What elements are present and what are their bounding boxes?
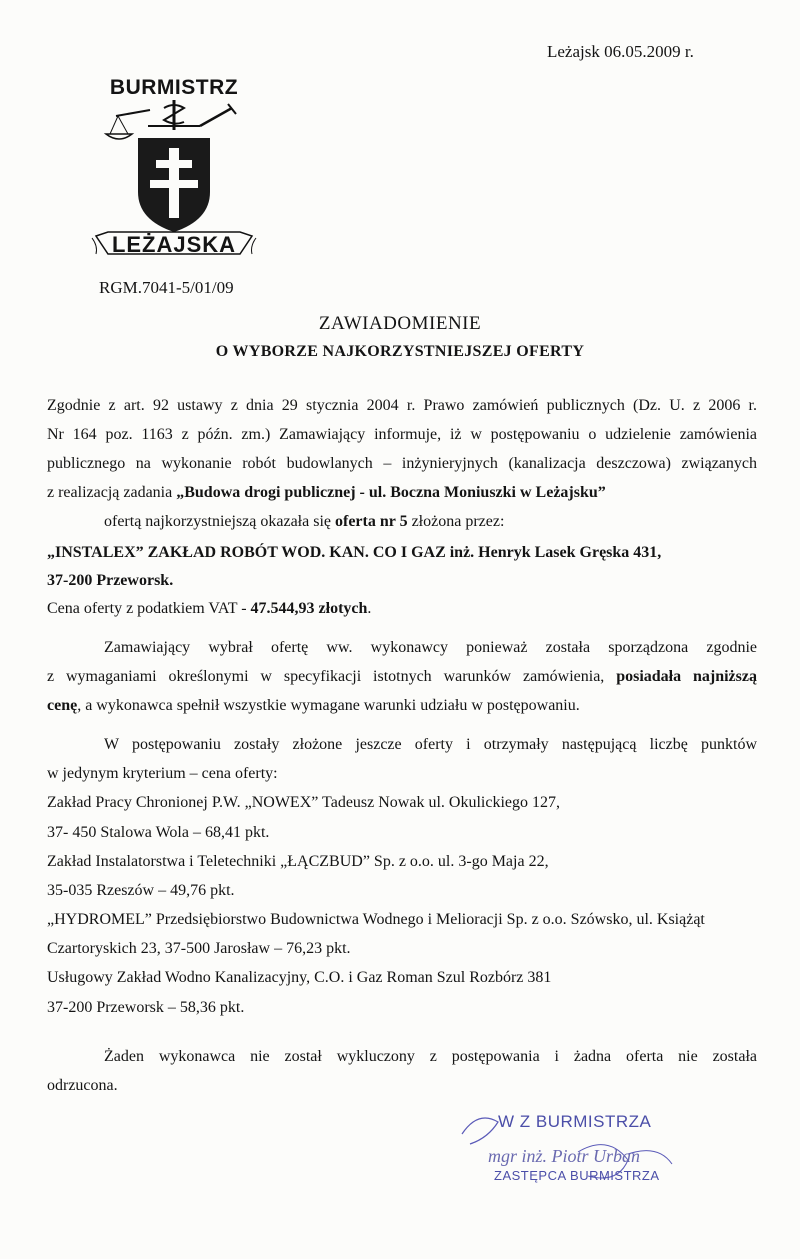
text-segment: . [367, 600, 372, 617]
text-segment: złożona przez: [407, 513, 505, 530]
document-date: Leżajsk 06.05.2009 r. [547, 42, 694, 61]
stamp-line-2: mgr inż. Piotr Urban [488, 1146, 641, 1166]
stamp-line-1: W Z BURMISTRZA [498, 1112, 652, 1131]
paragraph-line: Nr 164 poz. 1163 z późn. zm.) Zamawiający informuje, iż w postępowaniu o udzielenie zamówienia [47, 426, 757, 443]
offer-line: Zakład Instalatorstwa i Teletechniki „ŁĄCZBUD” Sp. z o.o. ul. 3-go Maja 22, [47, 853, 549, 870]
text-segment: ofertą najkorzystniejszą okazała się [104, 513, 335, 530]
document-subtitle: O WYBORZE NAJKORZYSTNIEJSZEJ OFERTY [215, 343, 585, 360]
municipal-crest [88, 76, 260, 266]
paragraph-line: W postępowaniu zostały złożone jeszcze oferty i otrzymały następującą liczbę punktów [104, 736, 757, 753]
offer-price-line [47, 599, 757, 619]
text-segment: Cena oferty z podatkiem VAT - [47, 600, 251, 617]
offer-line: Zakład Pracy Chronionej P.W. „NOWEX” Tadeusz Nowak ul. Okulickiego 127, [47, 794, 560, 811]
paragraph-line [47, 667, 757, 687]
offer-line: „HYDROMEL” Przedsiębiorstwo Budownictwa Wodnego i Melioracji Sp. z o.o. Szówsko, ul. Książąt [47, 911, 705, 928]
paragraph-line [47, 483, 757, 503]
winning-contractor-address: 37-200 Przeworsk. [47, 572, 174, 589]
closing-line: odrzucona. [47, 1077, 118, 1094]
offer-price: 47.544,93 złotych [250, 600, 368, 617]
text-segment: , a wykonawca spełnił wszystkie wymagane warunki udziału w postępowaniu. [77, 697, 580, 714]
offer-line: Usługowy Zakład Wodno Kanalizacyjny, C.O. i Gaz Roman Szul Rozbórz 381 [47, 969, 552, 986]
offer-line: 35-035 Rzeszów – 49,76 pkt. [47, 882, 235, 899]
document-title: ZAWIADOMIENIE [318, 313, 482, 334]
stamp-line-3: ZASTĘPCA BURMISTRZA [494, 1168, 660, 1183]
offer-line: Czartoryskich 23, 37-500 Jarosław – 76,23 pkt. [47, 940, 351, 957]
text-segment: z wymaganiami określonymi w specyfikacji istotnych warunków zamówienia, [47, 668, 617, 685]
closing-line: Żaden wykonawca nie został wykluczony z postępowania i żadna oferta nie została [104, 1048, 757, 1065]
project-name: „Budowa drogi publicznej - ul. Boczna Moniuszki w Leżajsku” [176, 484, 606, 501]
offer-line: 37- 450 Stalowa Wola – 68,41 pkt. [47, 824, 270, 841]
winning-contractor: „INSTALEX” ZAKŁAD ROBÓT WOD. KAN. CO I GAZ inż. Henryk Lasek Gręska 431, [47, 544, 662, 561]
paragraph-line: w jedynym kryterium – cena oferty: [47, 765, 278, 782]
paragraph-line: Zgodnie z art. 92 ustawy z dnia 29 stycznia 2004 r. Prawo zamówień publicznych (Dz. U. z 2006 r. [47, 397, 757, 414]
offer-number: oferta nr 5 [335, 513, 408, 530]
paragraph-line [104, 512, 800, 532]
offer-line: 37-200 Przeworsk – 58,36 pkt. [47, 999, 245, 1016]
paragraph-line: publicznego na wykonanie robót budowlanych – inżynieryjnych (kanalizacja deszczowa) związanych [47, 455, 757, 472]
lowest-price-note: posiadała najniższą [616, 668, 757, 685]
crest-title-top: BURMISTRZ [109, 76, 239, 99]
official-stamp [458, 1104, 698, 1204]
paragraph-line: Zamawiający wybrał ofertę ww. wykonawcy ponieważ została sporządzona zgodnie [104, 639, 757, 656]
text-segment: z realizacją zadania [47, 484, 177, 501]
price-word: cenę [47, 697, 78, 714]
reference-number: RGM.7041-5/01/09 [99, 278, 234, 297]
paragraph-line [47, 696, 757, 716]
crest-title-bottom: LEŻAJSKA [111, 232, 237, 257]
